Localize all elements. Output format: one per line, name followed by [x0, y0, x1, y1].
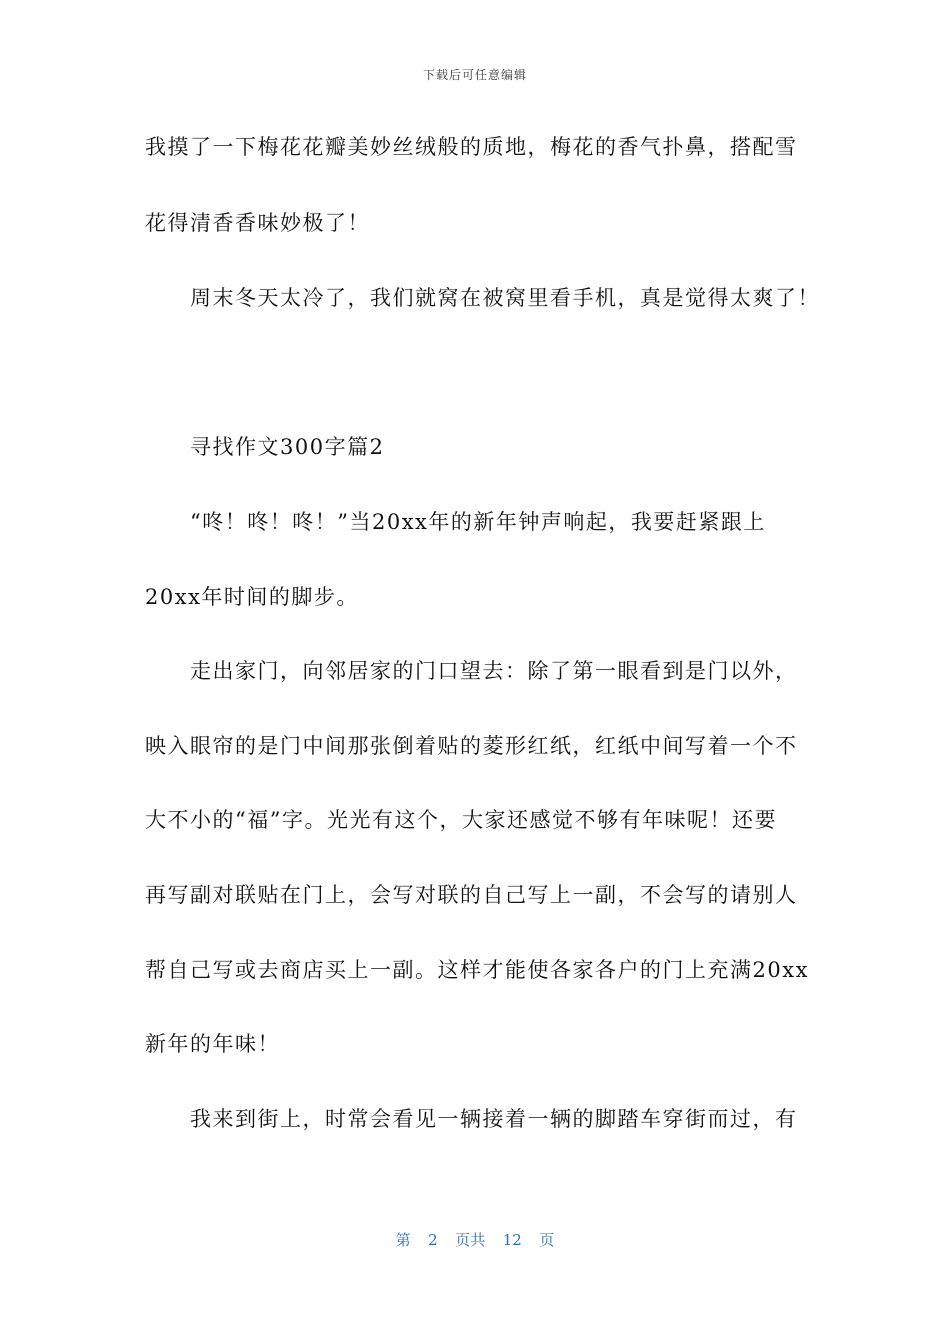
body-line-12: 新年的年味！ [145, 1032, 280, 1056]
body-line-10: 再写副对联贴在门上，会写对联的自己写上一副，不会写的请别人 [145, 883, 798, 907]
body-line-3: 周末冬天太冷了，我们就窝在被窝里看手机，真是觉得太爽了！ [190, 286, 820, 310]
page-header: 下载后可任意编辑 [422, 68, 527, 82]
body-line-13: 我来到街上，时常会看见一辆接着一辆的脚踏车穿街而过，有 [190, 1107, 798, 1131]
body-line-1: 我摸了一下梅花花瓣美妙丝绒般的质地，梅花的香气扑鼻，搭配雪 [145, 135, 798, 159]
body-line-11: 帮自己写或去商店买上一副。这样才能使各家各户的门上充满20xx [145, 958, 809, 982]
section-title: 寻找作文300字篇2 [190, 435, 385, 459]
body-line-8: 映入眼帘的是门中间那张倒着贴的菱形红纸，红纸中间写着一个不 [145, 734, 798, 758]
body-line-2: 花得清香香味妙极了！ [145, 211, 370, 235]
body-line-7: 走出家门，向邻居家的门口望去：除了第一眼看到是门以外， [190, 659, 798, 683]
body-line-9: 大不小的“福”字。光光有这个，大家还感觉不够有年味呢！还要 [145, 808, 777, 832]
body-line-6: 20xx年时间的脚步。 [145, 585, 359, 609]
body-line-5: “咚！咚！咚！”当20xx年的新年钟声响起，我要赶紧跟上 [190, 510, 766, 534]
page-number-footer: 第 2 页共 12 页 [395, 1231, 555, 1249]
